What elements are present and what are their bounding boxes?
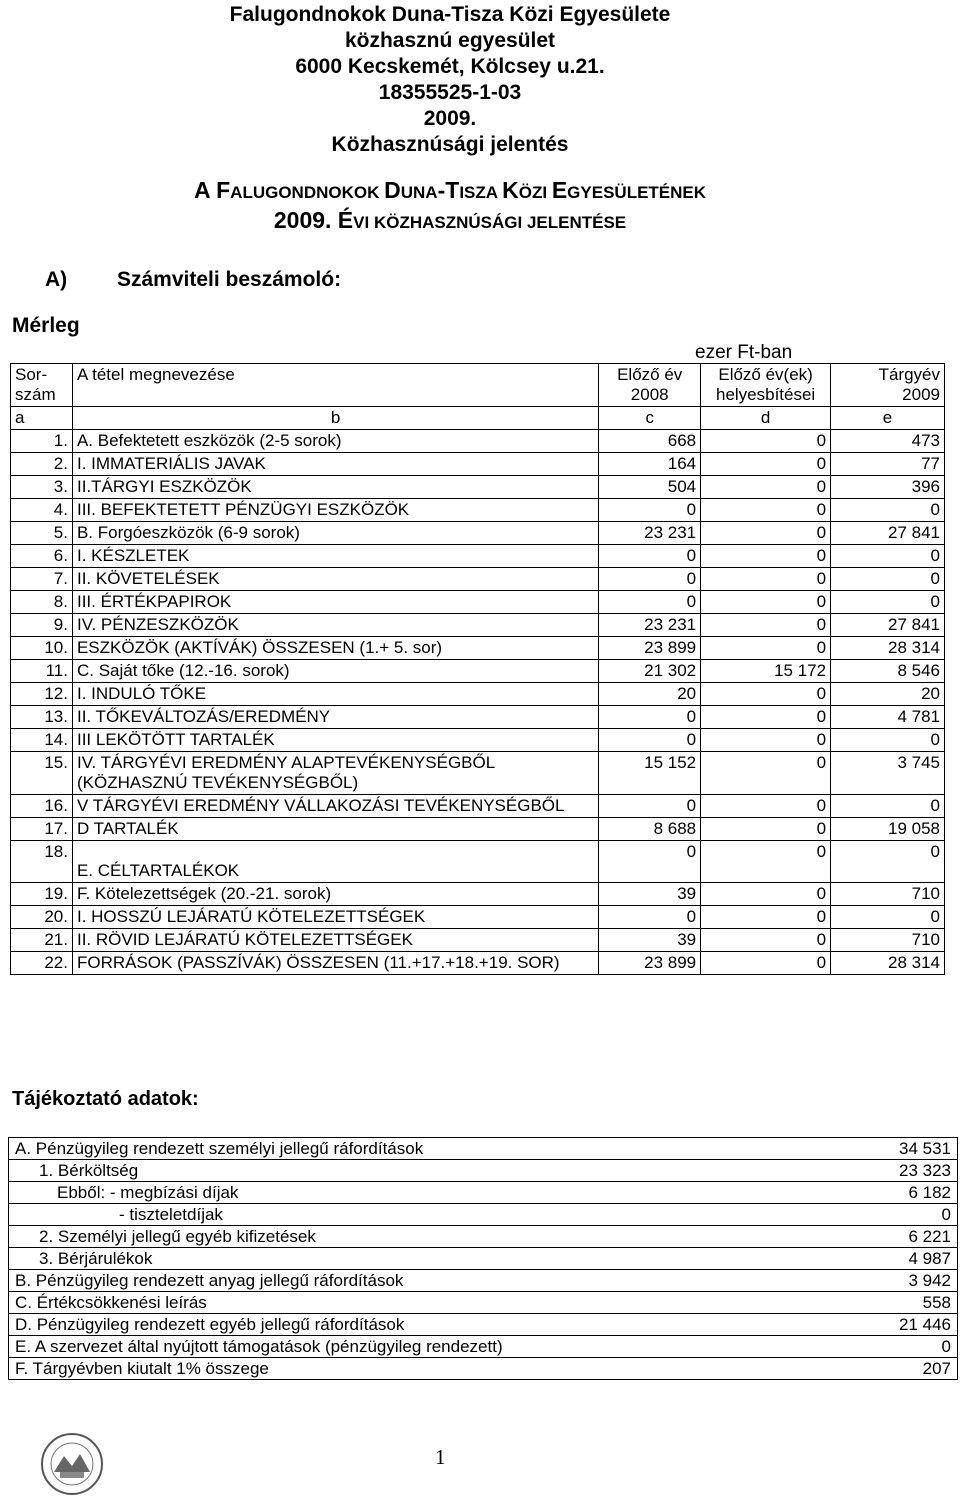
row-name-cell: II. TŐKEVÁLTOZÁS/EREDMÉNY bbox=[72, 706, 598, 729]
tax-number: 18355525-1-03 bbox=[378, 81, 522, 104]
report-title-line2 bbox=[0, 205, 900, 239]
title-part: D bbox=[384, 177, 401, 203]
correction-cell: 0 bbox=[701, 841, 831, 883]
row-number-cell: 14. bbox=[11, 729, 73, 752]
current-year-cell: 20 bbox=[831, 683, 945, 706]
col-header-prev bbox=[599, 364, 701, 407]
correction-cell: 0 bbox=[701, 591, 831, 614]
org-name: Falugondnokok Duna-Tisza Közi Egyesülete bbox=[229, 3, 671, 26]
table-row bbox=[11, 545, 945, 568]
info-row bbox=[9, 1248, 958, 1270]
info-value: 4 987 bbox=[805, 1248, 958, 1270]
correction-cell: 15 172 bbox=[701, 660, 831, 683]
current-year-cell: 19 058 bbox=[831, 818, 945, 841]
info-label: 3. Bérjárulékok bbox=[9, 1248, 806, 1270]
table-row bbox=[11, 729, 945, 752]
row-number-cell: 3. bbox=[11, 476, 73, 499]
row-name-cell: I. HOSSZÚ LEJÁRATÚ KÖTELEZETTSÉGEK bbox=[72, 906, 598, 929]
prev-year-cell: 23 899 bbox=[599, 637, 701, 660]
row-number-cell: 12. bbox=[11, 683, 73, 706]
title-part: 2009. É bbox=[273, 207, 354, 233]
prev-year-cell: 0 bbox=[599, 591, 701, 614]
row-number-cell: 16. bbox=[11, 795, 73, 818]
current-year-cell: 0 bbox=[831, 591, 945, 614]
letter-cell: a bbox=[11, 407, 73, 430]
title-part: A F bbox=[193, 177, 231, 203]
prev-year-cell: 39 bbox=[599, 929, 701, 952]
row-name-cell: IV. PÉNZESZKÖZÖK bbox=[72, 614, 598, 637]
info-label: B. Pénzügyileg rendezett anyag jellegű ráfordítások bbox=[9, 1270, 806, 1292]
section-a-heading bbox=[45, 268, 342, 292]
table-row bbox=[11, 522, 945, 545]
correction-cell: 0 bbox=[701, 752, 831, 795]
row-number-cell: 22. bbox=[11, 952, 73, 975]
row-name-cell: III LEKÖTÖTT TARTALÉK bbox=[72, 729, 598, 752]
current-year-cell: 0 bbox=[831, 729, 945, 752]
prev-year-cell: 0 bbox=[599, 795, 701, 818]
table-row bbox=[11, 841, 945, 883]
correction-cell: 0 bbox=[701, 522, 831, 545]
title-part: K bbox=[502, 177, 519, 203]
info-value: 21 446 bbox=[805, 1314, 958, 1336]
prev-year-cell: 164 bbox=[599, 453, 701, 476]
prev-year-cell: 23 231 bbox=[599, 522, 701, 545]
prev-year-cell: 0 bbox=[599, 729, 701, 752]
correction-cell: 0 bbox=[701, 952, 831, 975]
row-name-cell: II. RÖVID LEJÁRATÚ KÖTELEZETTSÉGEK bbox=[72, 929, 598, 952]
info-label: E. A szervezet által nyújtott támogatások (pénzügyileg rendezett) bbox=[9, 1336, 806, 1358]
current-year-cell: 27 841 bbox=[831, 614, 945, 637]
section-label: Számviteli beszámoló: bbox=[117, 268, 342, 291]
row-name-cell: III. ÉRTÉKPAPIROK bbox=[72, 591, 598, 614]
table-row bbox=[11, 614, 945, 637]
page-number: 1 bbox=[435, 1445, 446, 1469]
table-row bbox=[11, 929, 945, 952]
header-text: 2008 bbox=[630, 385, 669, 404]
correction-cell: 0 bbox=[701, 499, 831, 522]
table-row bbox=[11, 795, 945, 818]
prev-year-cell: 0 bbox=[599, 568, 701, 591]
info-value: 0 bbox=[805, 1336, 958, 1358]
row-name-cell: I. IMMATERIÁLIS JAVAK bbox=[72, 453, 598, 476]
balance-table bbox=[10, 363, 945, 975]
title-part: ALUGONDNOKOK bbox=[230, 183, 385, 202]
prev-year-cell: 21 302 bbox=[599, 660, 701, 683]
info-label: 1. Bérköltség bbox=[9, 1160, 806, 1182]
letter-cell: c bbox=[599, 407, 701, 430]
info-row bbox=[9, 1314, 958, 1336]
title-part: GYESÜLETÉNEK bbox=[567, 183, 707, 202]
table-row bbox=[11, 568, 945, 591]
info-row bbox=[9, 1358, 958, 1380]
col-header-corr bbox=[701, 364, 831, 407]
info-heading: Tájékoztató adatok: bbox=[12, 1088, 199, 1110]
prev-year-cell: 668 bbox=[599, 430, 701, 453]
correction-cell: 0 bbox=[701, 453, 831, 476]
header-text: Előző év bbox=[617, 365, 683, 384]
correction-cell: 0 bbox=[701, 476, 831, 499]
row-number-cell: 17. bbox=[11, 818, 73, 841]
correction-cell: 0 bbox=[701, 614, 831, 637]
letter-cell: d bbox=[701, 407, 831, 430]
correction-cell: 0 bbox=[701, 883, 831, 906]
correction-cell: 0 bbox=[701, 683, 831, 706]
table-row bbox=[11, 818, 945, 841]
row-number-cell: 13. bbox=[11, 706, 73, 729]
info-value: 23 323 bbox=[805, 1160, 958, 1182]
prev-year-cell: 0 bbox=[599, 545, 701, 568]
row-name-cell: III. BEFEKTETETT PÉNZÜGYI ESZKÖZÖK bbox=[72, 499, 598, 522]
info-label: D. Pénzügyileg rendezett egyéb jellegű ráfordítások bbox=[9, 1314, 806, 1336]
header-text: A tétel megnevezése bbox=[76, 365, 235, 384]
row-number-cell: 19. bbox=[11, 883, 73, 906]
current-year-cell: 396 bbox=[831, 476, 945, 499]
current-year-cell: 27 841 bbox=[831, 522, 945, 545]
current-year-cell: 0 bbox=[831, 545, 945, 568]
row-number-cell: 1. bbox=[11, 430, 73, 453]
info-value: 207 bbox=[805, 1358, 958, 1380]
table-row bbox=[11, 499, 945, 522]
table-row bbox=[11, 660, 945, 683]
current-year-cell: 0 bbox=[831, 568, 945, 591]
row-number-cell: 21. bbox=[11, 929, 73, 952]
info-row bbox=[9, 1138, 958, 1160]
current-year-cell: 473 bbox=[831, 430, 945, 453]
col-header-name bbox=[72, 364, 598, 407]
current-year-cell: 28 314 bbox=[831, 637, 945, 660]
correction-cell: 0 bbox=[701, 568, 831, 591]
row-name-cell: II. KÖVETELÉSEK bbox=[72, 568, 598, 591]
prev-year-cell: 39 bbox=[599, 883, 701, 906]
info-label: A. Pénzügyileg rendezett személyi jellegű ráfordítások bbox=[9, 1138, 806, 1160]
prev-year-cell: 20 bbox=[599, 683, 701, 706]
title-part: VI KÖZHASZNÚSÁGI JELENTÉSE bbox=[353, 213, 627, 232]
row-name-cell: B. Forgóeszközök (6-9 sorok) bbox=[72, 522, 598, 545]
current-year-cell: 4 781 bbox=[831, 706, 945, 729]
header-text: szám bbox=[15, 385, 56, 404]
table-row bbox=[11, 683, 945, 706]
header-text: 2009 bbox=[902, 385, 940, 404]
header-text: Sor- bbox=[15, 365, 48, 384]
letter-cell: b bbox=[72, 407, 598, 430]
row-name-cell: IV. TÁRGYÉVI EREDMÉNY ALAPTEVÉKENYSÉGBŐL (KÖZHASZNÚ TEVÉKENYSÉGBŐL) bbox=[72, 752, 598, 795]
row-name-cell: V TÁRGYÉVI EREDMÉNY VÁLLAKOZÁSI TEVÉKENYSÉGBŐL bbox=[72, 795, 598, 818]
table-row bbox=[11, 453, 945, 476]
letter-cell: e bbox=[831, 407, 945, 430]
prev-year-cell: 0 bbox=[599, 906, 701, 929]
prev-year-cell: 0 bbox=[599, 706, 701, 729]
report-type: Közhasznúsági jelentés bbox=[331, 133, 569, 156]
info-label: 2. Személyi jellegű egyéb kifizetések bbox=[9, 1226, 806, 1248]
current-year-cell: 0 bbox=[831, 499, 945, 522]
table-row bbox=[11, 430, 945, 453]
header-text: helyesbítései bbox=[715, 385, 816, 404]
org-type: közhasznú egyesület bbox=[344, 29, 556, 52]
table-row bbox=[11, 706, 945, 729]
current-year-cell: 28 314 bbox=[831, 952, 945, 975]
title-part: -T bbox=[437, 177, 460, 203]
balance-sheet-heading: Mérleg bbox=[12, 314, 80, 337]
info-row bbox=[9, 1226, 958, 1248]
title-part: ISZA bbox=[459, 183, 503, 202]
row-number-cell: 18. bbox=[11, 841, 73, 883]
correction-cell: 0 bbox=[701, 545, 831, 568]
prev-year-cell: 23 231 bbox=[599, 614, 701, 637]
info-row bbox=[9, 1270, 958, 1292]
current-year-cell: 77 bbox=[831, 453, 945, 476]
org-address: 6000 Kecskemét, Kölcsey u.21. bbox=[295, 55, 605, 78]
letter-row bbox=[11, 407, 945, 430]
row-name-cell: FORRÁSOK (PASSZÍVÁK) ÖSSZESEN (11.+17.+18.+19. SOR) bbox=[72, 952, 598, 975]
row-name-cell: E. CÉLTARTALÉKOK bbox=[72, 841, 598, 883]
info-row bbox=[9, 1336, 958, 1358]
info-value: 34 531 bbox=[805, 1138, 958, 1160]
table-row bbox=[11, 591, 945, 614]
current-year-cell: 0 bbox=[831, 906, 945, 929]
info-value: 0 bbox=[805, 1204, 958, 1226]
correction-cell: 0 bbox=[701, 430, 831, 453]
current-year-cell: 710 bbox=[831, 883, 945, 906]
row-number-cell: 2. bbox=[11, 453, 73, 476]
section-marker: A) bbox=[45, 268, 68, 291]
info-label: - tiszteletdíjak bbox=[9, 1204, 806, 1226]
organization-logo bbox=[40, 1432, 104, 1496]
table-row bbox=[11, 883, 945, 906]
title-part: ÖZI bbox=[518, 183, 552, 202]
header-text: Tárgyév bbox=[878, 365, 940, 384]
row-number-cell: 10. bbox=[11, 637, 73, 660]
title-part: UNA bbox=[400, 183, 438, 202]
table-row bbox=[11, 476, 945, 499]
info-label: C. Értékcsökkenési leírás bbox=[9, 1292, 806, 1314]
table-row bbox=[11, 906, 945, 929]
correction-cell: 0 bbox=[701, 795, 831, 818]
info-row bbox=[9, 1204, 958, 1226]
col-header-rownum bbox=[11, 364, 73, 407]
correction-cell: 0 bbox=[701, 637, 831, 660]
prev-year-cell: 15 152 bbox=[599, 752, 701, 795]
row-name-cell: I. INDULÓ TŐKE bbox=[72, 683, 598, 706]
title-part: E bbox=[551, 177, 568, 203]
row-name-cell: I. KÉSZLETEK bbox=[72, 545, 598, 568]
prev-year-cell: 23 899 bbox=[599, 952, 701, 975]
row-name-cell: A. Befektetett eszközök (2-5 sorok) bbox=[72, 430, 598, 453]
table-header-row bbox=[11, 364, 945, 407]
row-name-cell: F. Kötelezettségek (20.-21. sorok) bbox=[72, 883, 598, 906]
row-number-cell: 7. bbox=[11, 568, 73, 591]
current-year-cell: 8 546 bbox=[831, 660, 945, 683]
info-row bbox=[9, 1182, 958, 1204]
prev-year-cell: 504 bbox=[599, 476, 701, 499]
row-name-cell: D TARTALÉK bbox=[72, 818, 598, 841]
table-row bbox=[11, 952, 945, 975]
report-year: 2009. bbox=[423, 107, 477, 130]
row-name-cell: C. Saját tőke (12.-16. sorok) bbox=[72, 660, 598, 683]
row-name-cell: II.TÁRGYI ESZKÖZÖK bbox=[72, 476, 598, 499]
row-number-cell: 6. bbox=[11, 545, 73, 568]
table-row bbox=[11, 637, 945, 660]
correction-cell: 0 bbox=[701, 818, 831, 841]
info-label: F. Tárgyévben kiutalt 1% összege bbox=[9, 1358, 806, 1380]
prev-year-cell: 8 688 bbox=[599, 818, 701, 841]
info-value: 558 bbox=[805, 1292, 958, 1314]
prev-year-cell: 0 bbox=[599, 841, 701, 883]
info-value: 6 182 bbox=[805, 1182, 958, 1204]
info-value: 6 221 bbox=[805, 1226, 958, 1248]
unit-label: ezer Ft-ban bbox=[695, 342, 793, 363]
correction-cell: 0 bbox=[701, 929, 831, 952]
correction-cell: 0 bbox=[701, 706, 831, 729]
report-title-line1 bbox=[0, 175, 900, 209]
info-label: Ebből: - megbízási díjak bbox=[9, 1182, 806, 1204]
header-text: Előző év(ek) bbox=[718, 365, 813, 384]
table-row bbox=[11, 752, 945, 795]
info-row bbox=[9, 1292, 958, 1314]
correction-cell: 0 bbox=[701, 729, 831, 752]
row-number-cell: 9. bbox=[11, 614, 73, 637]
correction-cell: 0 bbox=[701, 906, 831, 929]
row-number-cell: 4. bbox=[11, 499, 73, 522]
prev-year-cell: 0 bbox=[599, 499, 701, 522]
row-number-cell: 20. bbox=[11, 906, 73, 929]
row-number-cell: 8. bbox=[11, 591, 73, 614]
info-row bbox=[9, 1160, 958, 1182]
info-table bbox=[8, 1137, 958, 1380]
current-year-cell: 710 bbox=[831, 929, 945, 952]
row-name-cell: ESZKÖZÖK (AKTÍVÁK) ÖSSZESEN (1.+ 5. sor) bbox=[72, 637, 598, 660]
row-number-cell: 15. bbox=[11, 752, 73, 795]
row-number-cell: 5. bbox=[11, 522, 73, 545]
col-header-curr bbox=[831, 364, 945, 407]
current-year-cell: 0 bbox=[831, 841, 945, 883]
current-year-cell: 0 bbox=[831, 795, 945, 818]
current-year-cell: 3 745 bbox=[831, 752, 945, 795]
row-number-cell: 11. bbox=[11, 660, 73, 683]
info-value: 3 942 bbox=[805, 1270, 958, 1292]
